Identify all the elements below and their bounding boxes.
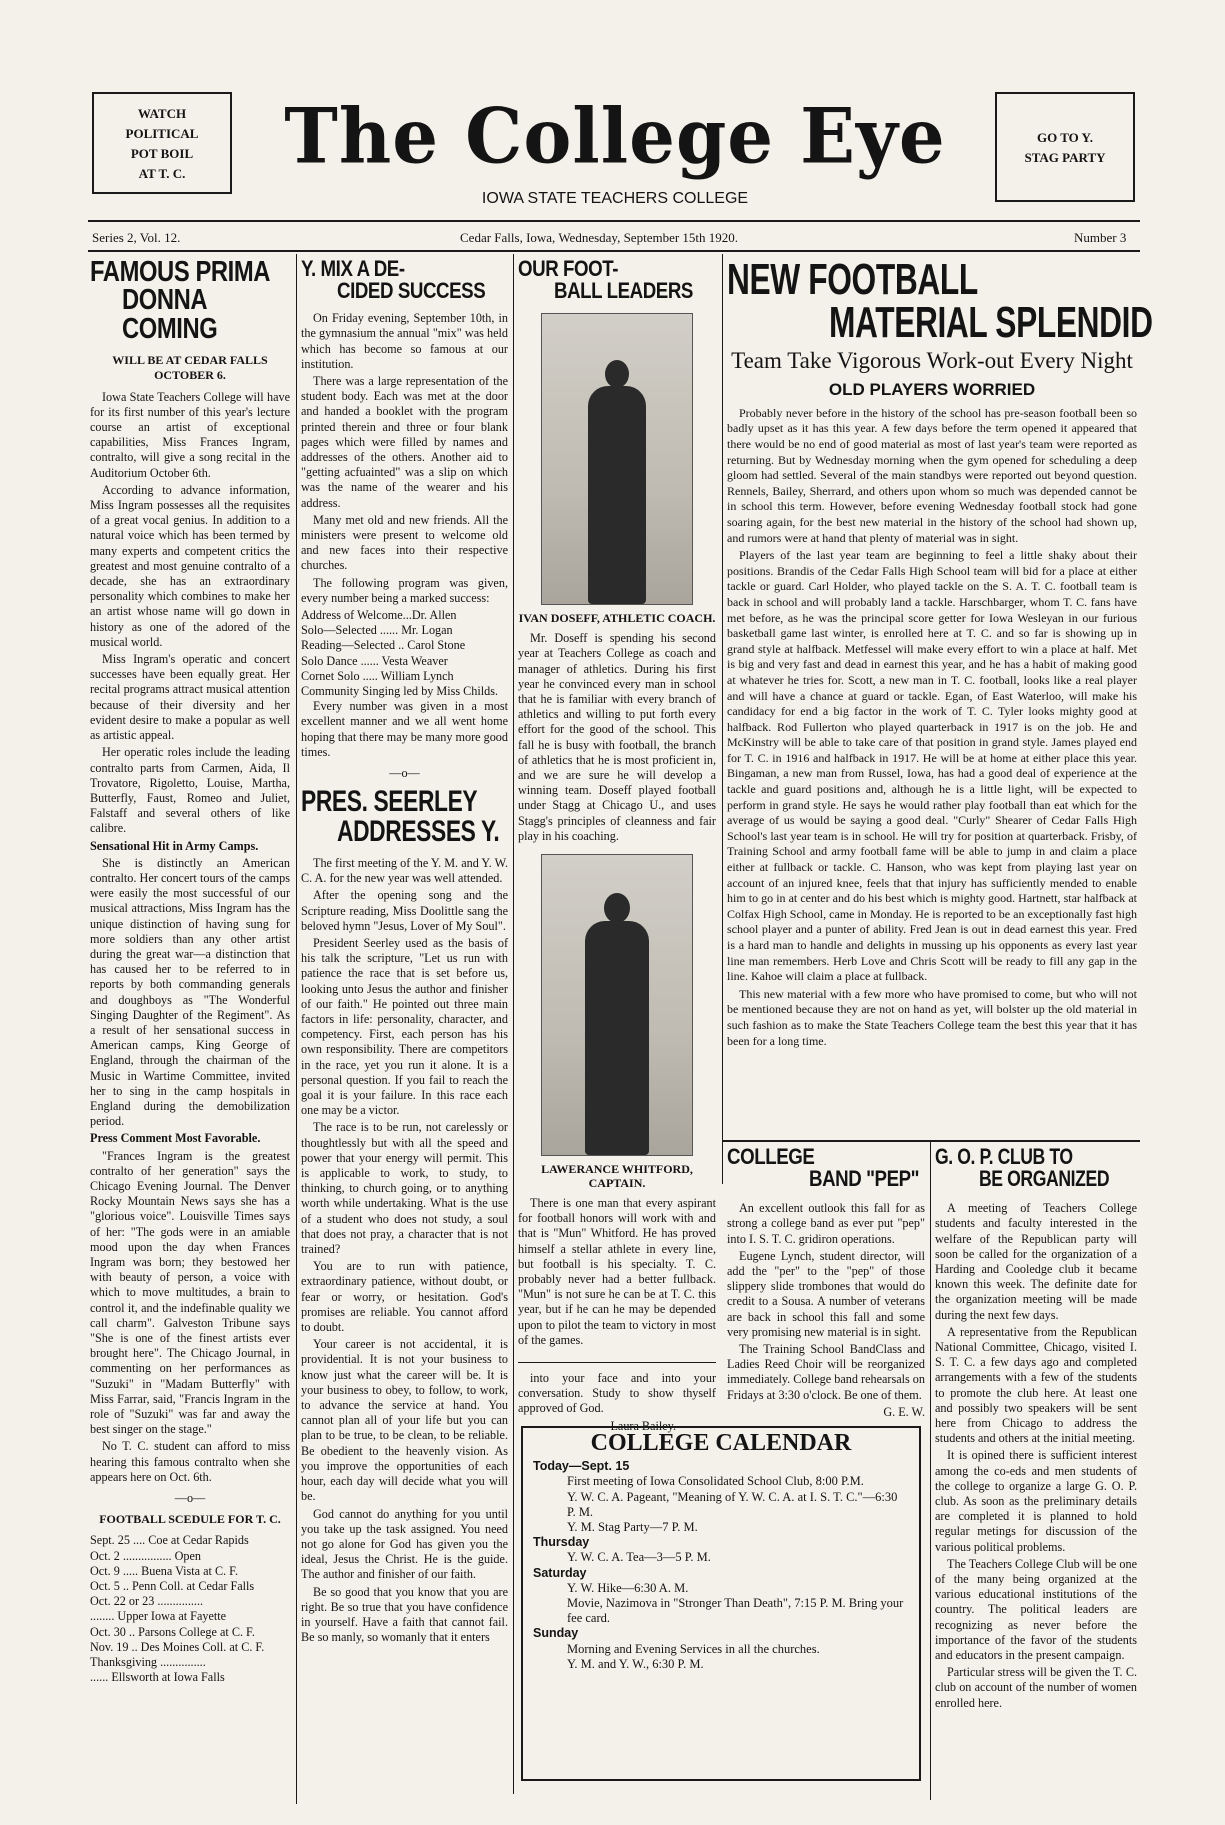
calendar-item: Y. M. and Y. W., 6:30 P. M. xyxy=(567,1656,704,1671)
paragraph: A representative from the Republican National Committee, Chicago, visited I. S. T. C. a few days ago and completed arrangements with a few of the students to promote the club here. At least one and possibly two speakers will be sent here from Chicago to address the students and others at the initial meeting. xyxy=(935,1324,1137,1446)
paragraph: The race is to be run, not carelessly or thoughtlessly but with all the speed and power that your energy will permit. This is applicable to work, to study, to thinking, to church going, or to anything worth while undertaking. What is the use of a student who does not study, a soul that does not pray, a character that is not trained? xyxy=(301,1120,508,1257)
deck: Team Take Vigorous Work-out Every Night xyxy=(731,348,1133,374)
ear-line: POT BOIL xyxy=(130,146,194,162)
program-item: Address of Welcome...Dr. Allen xyxy=(301,607,457,622)
paragraph: Every number was given in a most excellent manner and we all went home hoping that there may be many more good times. xyxy=(301,699,508,759)
column-divider xyxy=(722,254,723,1184)
schedule-row: ........ Upper Iowa at Fayette xyxy=(90,1609,227,1624)
divider: —o— xyxy=(389,765,420,780)
schedule-row: Sept. 25 .... Coe at Cedar Rapids xyxy=(90,1533,249,1548)
calendar-day: Sunday xyxy=(533,1626,579,1641)
paragraph: into your face and into your conversation. Study to show thyself approved of God. xyxy=(518,1370,716,1416)
headline: BALL LEADERS xyxy=(554,277,693,303)
schedule-row: Oct. 22 or 23 ............... xyxy=(90,1594,204,1609)
headline: COLLEGE xyxy=(727,1144,815,1169)
paragraph: There is one man that every aspirant for football honors will work with and that is "Mun" Whitford. He has proved himself a stellar athlete in every line, but football is his specialty. T. C. probably never had a better fullback. "Mun" is not sure he can be at T. C. this year, but if he can he may be depended upon to pilot the team to victory in most of the games. xyxy=(518,1195,716,1347)
ear-line: AT T. C. xyxy=(138,166,186,182)
calendar-day: Thursday xyxy=(533,1535,590,1550)
program-item: Solo Dance ...... Vesta Weaver xyxy=(301,653,448,668)
paragraph: This new material with a few more who have promised to come, but who will not be mentioned because they are not on hand as yet, will bolster up the old material in such fashion as to make the State Teachers College team the best this year that it has been for a long time. xyxy=(727,986,1137,1048)
schedule-row: Oct. 30 .. Parsons College at C. F. xyxy=(90,1624,255,1639)
paragraph: Her operatic roles include the leading contralto parts from Carmen, Aida, Il Trovatore, Rigoletto, Louise, Martha, Butterfly, Faust, Romeo and Juliet, Falstaff and several others of like calibre. xyxy=(90,745,290,836)
headline: DONNA COMING xyxy=(122,284,218,345)
column-divider xyxy=(513,254,514,1794)
masthead-subtitle: IOWA STATE TEACHERS COLLEGE xyxy=(481,190,749,207)
issue-number: Number 3 xyxy=(1074,230,1127,245)
paragraph: She is distinctly an American contralto. Her concert tours of the camps were easily the most successful of our musical attractions, Miss Ingram has the unique distinction of having sung for more soldiers than any other artist during the great war—a distinction that has caused her to be referred to in reports by both commanding generals and doughboys as "The Wonderful Singing Daughter of the Regiment". As a result of her sensational success in American camps, King George of England, through the chairman of the Music in Wartime Committee, invited her to sing in the camp hospitals in England during the demobilization period. xyxy=(90,855,290,1129)
paragraph: The Training School BandClass and Ladies Reed Choir will be reorganized immediately. College band rehearsals on Fridays at 3:30 o'clock. Be one of them. xyxy=(727,1341,925,1402)
prima-donna-article xyxy=(90,258,290,1685)
figure-head xyxy=(604,893,630,923)
right-ear-box xyxy=(995,92,1135,202)
paragraph: It is opined there is sufficient interest among the co-eds and men students of the college to organize a large G. O. P. club. As soon as the preliminary details are completed it is planned to hold regular metings for discussion of the various political problems. xyxy=(935,1448,1137,1554)
headline: Y. MIX A DE- xyxy=(301,256,405,281)
paragraph: Be so good that you know that you are right. Be so true that you have confidence in yourself. Have a faith that cannot fail. Be so manly, so womanly that it enters xyxy=(301,1584,508,1645)
signature: G. E. W. xyxy=(883,1404,925,1419)
paragraph: Mr. Doseff is spending his second year at Teachers College as coach and manager of athletics. During his first year he convinced every man in school that he is familiar with every branch of athletics and willing to put forth every effort for the good of the school. This fall he is busy with football, the branch of athletics that he is most proficient in, and we are sure he will develop a winning team. Doseff played football under Stagg at Chicago U., and uses Stagg's principles of cleanness and fair play in his coaching. xyxy=(518,631,716,843)
paragraph: President Seerley used as the basis of his talk the scripture, "Let us run with patience the race that is set before us, looking unto Jesus the author and finisher of our faith." He pointed out three main factors in life: personality, character, and competency. First, each person has his own responsibility. There are competitors in the race, yet you run it alone. It is a personal question. If you fail to reach the goal it is your failure. In this race each one may be a victor. xyxy=(301,935,508,1118)
paragraph: No T. C. student can afford to miss hearing this famous contralto when she appears here on Oct. 6th. xyxy=(90,1439,290,1484)
program-item: Reading—Selected .. Carol Stone xyxy=(301,638,466,653)
program-item: Cornet Solo ..... William Lynch xyxy=(301,668,454,683)
headline: PRES. SEERLEY xyxy=(301,785,478,819)
figure-head xyxy=(605,360,629,388)
paragraph: God cannot do anything for you until you take up the task assigned. You need not go alone for God has given you the ideal, Jesus the Christ. He is the guide. The author and finisher of our faith. xyxy=(301,1506,508,1582)
paragraph: Many met old and new friends. All the ministers were present to welcome old and new faces into their respective churches. xyxy=(301,512,508,573)
paragraph: The first meeting of the Y. M. and Y. W. C. A. for the new year was well attended. xyxy=(301,855,508,886)
headline: BAND "PEP" xyxy=(809,1165,920,1191)
ymix-article xyxy=(301,258,508,1647)
paragraph: According to advance information, Miss Ingram possesses all the requisites of a great vocal genius. In addition to a natural voice which has been termed by many experts and competent critics the greatest and most genuine contralto of a decade, she has an extraordinary personality which combines to make her an artist whose name will go down in history as one of the adored of the musical world. xyxy=(90,482,290,649)
headline: OUR FOOT- xyxy=(518,256,619,281)
paragraph: Players of the last year team are beginning to feel a little shaky about their positions. Brandis of the Cedar Falls High School team will bid for a place at either tackle or guard. Carl Holder, who played tackle on the S. A. T. C. football team is back in school and will probably land a tackle. Harschbarger, whom T. C. fans have met before, as he was the principal score getter for Iowa Wesleyan in our furious basketball game last winter, is enrolled here at T. C. and so far is showing up in grand style at halfback. Metfessel will make every effort to win a place at half. Met is big and very fast and dead in earnest this year, and he has a habit of making good at whatever he tries for. Scott, a new man in T. C. football, looks like a real player and will have a chance at guard or tackle. Egan, of East Waterloo, will make his candidacy for end a big factor in the work of T. C. Tyler looks mighty good at halfback. Rod Fullerton who played quarterback in 1917 is on the job. He and McKinstry will be able to take care of that position in grand style. James played end for T. C. in 1916 and halfback in 1917. He will be at home at either place this year. Bingaman, a new man from Russel, Iowa, has had a good deal of experience at the tackle and guard positions and, although he is a little light, will be expected to perform in grand style. He says he would rather play football than eat which for the average of us would be saying a good deal. "Curly" Shearer of Cedar Falls High School's last year team is in school. He will try for position at quarterback. Frisby, of Training School and army football fame will be able to jump in and claim a place either at fullback or tackle. C. Hanson, who was kept from playing last year on account of an injured knee, feels that that injury has sufficiently mended to enable him to go in at center and do his best which is mighty good. Hartnett, star halfback at Colfax High School, came in Monday. He is reported to be an exceptionally fast high school player and a punter of ability. Fred Jean is out in dead earnest this year. Fred is a hard man to handle and delights in mussing up his opponents as every last year line man remembers. Herb Love and Chris Scott will be ready to fill any gap in the line. Kahoe will claim a place at fullback. xyxy=(727,548,1137,984)
college-calendar xyxy=(521,1426,921,1781)
column-divider xyxy=(930,1140,931,1800)
program-item: Solo—Selected ...... Mr. Logan xyxy=(301,623,453,638)
paragraph: "Frances Ingram is the greatest contralto of her generation" says the Chicago Evening Journal. The Denver Rocky Mountain News says she has a "glorious voice". Louisville Times says of her: "The gods were in an amiable mood upon the day when Frances Ingram was born; they bestowed her with beauty of person, a voice with which to move multitudes, a brain to control it, and the indefinable quality we call charm". Galveston Tribune says "She is one of the finest artists ever brought here". The Chicago Journal, in commenting on her performances as "Suzuki" in "Madam Butterfly" with Miss Farrar, said, "Francis Ingram in the role of "Suzuki" was far and away the best singer on the stage." xyxy=(90,1148,290,1437)
subhead: Sensational Hit in Army Camps. xyxy=(90,838,259,853)
paragraph: Eugene Lynch, student director, will add the "per" to the "pep" of those slippery slide trombones that would do credit to a Sousa. A number of veterans are back in school this fall and some very promising new material is in sight. xyxy=(727,1248,925,1339)
schedule-row: Oct. 5 .. Penn Coll. at Cedar Falls xyxy=(90,1579,255,1594)
ear-line: WATCH xyxy=(137,106,187,121)
section-rule xyxy=(722,1140,1140,1142)
calendar-item: First meeting of Iowa Consolidated School Club, 8:00 P.M. xyxy=(567,1474,864,1489)
paragraph: Your career is not accidental, it is providential. It is not your business to know just what the career will be. It is your business to obey, to follow, to work, to advance the service at hand. You cannot plan all of your life but you can plan to be true, to be clean, to be reliable. Be obedient to the heavenly vision. As you improve the opportunities of each hour, each day will decide what you will be. xyxy=(301,1337,508,1504)
schedule-row: Oct. 9 ..... Buena Vista at C. F. xyxy=(90,1563,239,1578)
paragraph: A meeting of Teachers College students and faculty interested in the welfare of the Republican party will soon be called for the organization of a Harding and Cooledge club it became known this week. The definite date for the organization meeting will be made during the next few days. xyxy=(935,1201,1137,1322)
section-rule xyxy=(518,1362,716,1363)
paragraph: Miss Ingram's operatic and concert successes have been equally great. Her recital programs attract musical attention because of their diversity and her evident desire to make a popular as well as artistic appeal. xyxy=(90,652,290,743)
band-article xyxy=(727,1146,925,1420)
paragraph: An excellent outlook this fall for as strong a college band as ever put "pep" into I. S. T. C. gridiron operations. xyxy=(727,1201,925,1246)
calendar-day: Saturday xyxy=(533,1565,587,1580)
figure-body xyxy=(588,386,646,604)
paragraph: Probably never before in the history of the school has pre-season football been so badly upset as it has this year. A few days before the term opened it appeared that there would be no end of good material as most of last year's team were reported as returning. But by Wednesday morning when the gym opened for scheduling a deep gloom had settled. Several of the main standbys were reported out beyond question. Rennels, Bailey, Sherrard, and others upon whom so much was depended cannot be in school this term. However, before evening Wednesday football stock had gone soaring again, for the best new material in the history of the school had shown up, and rumors were at hand that plenty of material was in sight. xyxy=(727,405,1137,545)
photo-caption: LAWERANCE WHITFORD, CAPTAIN. xyxy=(541,1161,693,1190)
football-schedule xyxy=(90,1533,290,1685)
deck2: OLD PLAYERS WORRIED xyxy=(828,380,1036,400)
divider: —o— xyxy=(174,1491,206,1506)
left-ear-box xyxy=(92,92,232,194)
masthead-title: The College Eye xyxy=(284,90,946,181)
calendar-item: Movie, Nazimova in "Stronger Than Death", 7:15 P. M. Bring your fee card. xyxy=(567,1596,904,1626)
ear-line: POLITICAL xyxy=(125,126,199,142)
program-item: Community Singing led by Miss Childs. xyxy=(301,683,499,698)
paragraph: Iowa State Teachers College will have for its first number of this year's lecture course an artist of exceptional capabilities, Miss Frances Ingram, contralto, will give a song recital in the Auditorium October 6th. xyxy=(90,389,290,480)
schedule-row: Thanksgiving ............... xyxy=(90,1655,206,1670)
schedule-row: ...... Ellsworth at Iowa Falls xyxy=(90,1670,225,1685)
gop-club-article xyxy=(935,1146,1137,1713)
coach-photo xyxy=(541,313,693,605)
column-divider xyxy=(296,254,297,1804)
football-leaders-article xyxy=(518,258,716,1434)
ear-line: GO TO Y. xyxy=(1037,130,1093,145)
headline: CIDED SUCCESS xyxy=(337,277,486,303)
top-rule xyxy=(88,220,1140,222)
calendar-item: Y. M. Stag Party—7 P. M. xyxy=(567,1520,698,1535)
paragraph: You are to run with patience, extraordinary patience, without doubt, or fear or worry, or hesitation. God's promises are reliable. You cannot afford to doubt. xyxy=(301,1259,508,1335)
deck: WILL BE AT CEDAR FALLS OCTOBER 6. xyxy=(112,353,268,383)
calendar-item: Y. W. Hike—6:30 A. M. xyxy=(567,1580,689,1595)
headline: BE ORGANIZED xyxy=(979,1165,1110,1191)
signature: Laura Bailey. xyxy=(610,1418,676,1433)
headline: ADDRESSES Y. xyxy=(337,814,500,848)
paragraph: On Friday evening, September 10th, in the gymnasium the annual "mix" was held which has become so famous at our institution. xyxy=(301,311,508,371)
headline: MATERIAL SPLENDID xyxy=(829,298,1153,348)
captain-photo xyxy=(541,854,693,1156)
schedule-row: Nov. 19 .. Des Moines Coll. at C. F. xyxy=(90,1639,265,1654)
schedule-title: FOOTBALL SCEDULE FOR T. C. xyxy=(99,1512,281,1527)
headline: FAMOUS PRIMA xyxy=(90,256,271,288)
calendar-item: Morning and Evening Services in all the churches. xyxy=(567,1641,820,1656)
series-label: Series 2, Vol. 12. xyxy=(92,230,181,245)
subhead: Press Comment Most Favorable. xyxy=(90,1131,261,1146)
figure-body xyxy=(585,921,649,1155)
calendar-title: COLLEGE CALENDAR xyxy=(590,1430,852,1456)
date-line: Cedar Falls, Iowa, Wednesday, September 15th 1920. xyxy=(460,230,739,245)
calendar-item: Y. W. C. A. Pageant, "Meaning of Y. W. C. A. at I. S. T. C."—6:30 P. M. xyxy=(567,1489,898,1519)
paragraph: The Teachers College Club will be one of the many being organized at the various educational institutions of the country. The political leaders are recognizing as never before the importance of the favor of the students and educators in the present campaign. xyxy=(935,1556,1137,1662)
paragraph: Particular stress will be given the T. C. club on account of the number of women enrolled here. xyxy=(935,1665,1137,1710)
paragraph: The following program was given, every number being a marked success: xyxy=(301,575,508,605)
calendar-day: Today—Sept. 15 xyxy=(533,1459,630,1474)
calendar-item: Y. W. C. A. Tea—3—5 P. M. xyxy=(567,1550,711,1565)
paragraph: After the opening song and the Scripture reading, Miss Doolittle sang the beloved hymn "Jesus, Lover of My Soul". xyxy=(301,888,508,933)
ear-line: STAG PARTY xyxy=(1024,150,1106,166)
football-material-article xyxy=(727,255,1153,1051)
headline: NEW FOOTBALL xyxy=(727,255,978,304)
photo-caption: IVAN DOSEFF, ATHLETIC COACH. xyxy=(518,611,716,626)
schedule-row: Oct. 2 ................ Open xyxy=(90,1548,202,1563)
paragraph: There was a large representation of the student body. Each was met at the door and handed a booklet with the program printed therein and three or four blank pages which were filled by names and addresses of the others. Another aid to "getting acfuainted" was a slip on which was the name of the wearer and his address. xyxy=(301,373,508,510)
dateline-rule xyxy=(88,250,1140,252)
headline: G. O. P. CLUB TO xyxy=(935,1144,1073,1169)
